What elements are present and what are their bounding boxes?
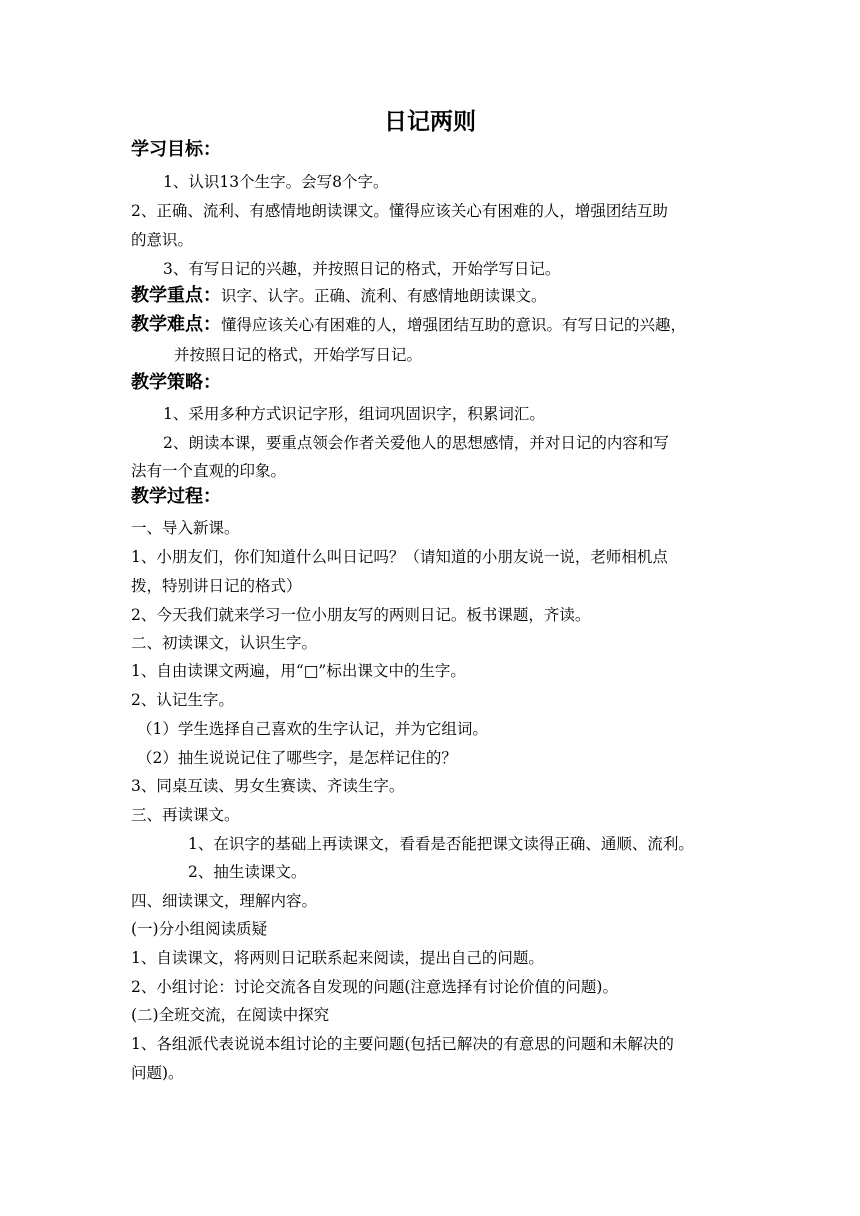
- text-line: 1、在识字的基础上再读课文，看看是否能把课文读得正确、通顺、流利。: [188, 835, 694, 853]
- document-title: 日记两则: [384, 109, 476, 135]
- text-line: 四、细读课文，理解内容。: [131, 892, 318, 910]
- text-line: 问题)。: [131, 1064, 184, 1082]
- text-line: 3、有写日记的兴趣，并按照日记的格式，开始学写日记。: [163, 260, 561, 278]
- heading-key-points: 教学重点：: [131, 285, 221, 306]
- text-line: (二)全班交流，在阅读中探究: [131, 1006, 330, 1024]
- text-line: 1、自由读课文两遍，用“□”标出课文中的生字。: [131, 662, 466, 680]
- text-line: 2、认记生字。: [131, 691, 234, 709]
- heading-process: 教学过程：: [131, 486, 221, 507]
- text-line: （1）学生选择自己喜欢的生字认记，并为它组词。: [137, 720, 488, 738]
- text-line: 懂得应该关心有困难的人，增强团结互助的意识。有写日记的兴趣，: [221, 316, 687, 334]
- text-line: 识字、认字。正确、流利、有感情地朗读课文。: [221, 287, 547, 305]
- heading-objectives: 学习目标：: [131, 139, 221, 160]
- text-line: 2、小组讨论：讨论交流各自发现的问题(注意选择有讨论价值的问题)。: [131, 978, 618, 996]
- text-line: 一、导入新课。: [131, 519, 240, 537]
- text-line: 2、正确、流利、有感情地朗读课文。懂得应该关心有困难的人，增强团结互助: [131, 202, 668, 220]
- text-line: 2、今天我们就来学习一位小朋友写的两则日记。板书课题，齐读。: [131, 606, 591, 624]
- heading-strategy: 教学策略：: [131, 372, 221, 393]
- text-line: 2、抽生读课文。: [188, 863, 307, 881]
- text-line: 拨，特别讲日记的格式）: [131, 577, 302, 595]
- text-line: 并按照日记的格式，开始学写日记。: [174, 346, 423, 364]
- difficulties-row: [131, 315, 731, 335]
- text-line: 的意识。: [131, 231, 194, 249]
- key-points-row: [131, 286, 731, 306]
- text-line: 三、再读课文。: [131, 806, 240, 824]
- text-line: 1、自读课文，将两则日记联系起来阅读，提出自己的问题。: [131, 949, 544, 967]
- text-line: 1、小朋友们，你们知道什么叫日记吗？（请知道的小朋友说一说，老师相机点: [131, 548, 668, 566]
- text-line: 2、朗读本课，要重点领会作者关爱他人的思想感情，并对日记的内容和写: [163, 434, 669, 452]
- text-line: 3、同桌互读、男女生赛读、齐读生字。: [131, 777, 405, 795]
- text-line: 1、各组派代表说说本组讨论的主要问题(包括已解决的有意思的问题和未解决的: [131, 1035, 674, 1053]
- text-line: 二、初读课文，认识生字。: [131, 634, 318, 652]
- text-line: 法有一个直观的印象。: [131, 462, 287, 480]
- text-line: 1、认识13个生字。会写8个字。: [163, 173, 389, 191]
- text-line: （2）抽生说说记住了哪些字，是怎样记住的？: [137, 749, 457, 767]
- text-line: (一)分小组阅读质疑: [131, 920, 268, 938]
- text-line: 1、采用多种方式识记字形，组词巩固识字，积累词汇。: [163, 405, 545, 423]
- heading-difficulties: 教学难点：: [131, 314, 221, 335]
